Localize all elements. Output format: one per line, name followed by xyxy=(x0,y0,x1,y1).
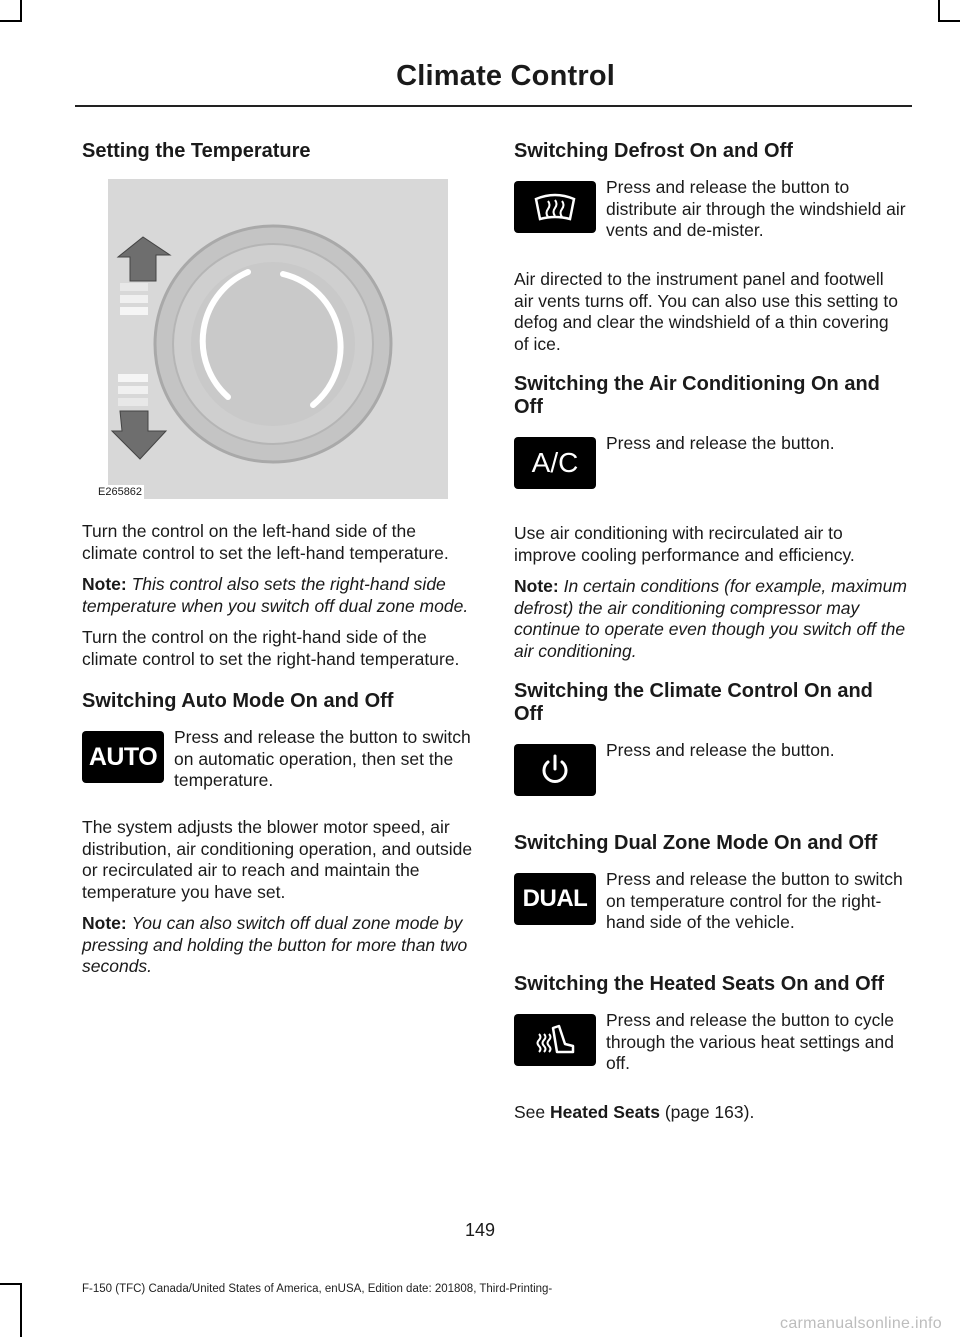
crop-mark xyxy=(20,1283,22,1337)
section-heading-defrost: Switching Defrost On and Off xyxy=(514,140,793,162)
paragraph: The system adjusts the blower motor speed, air distribution, air conditioning operation, and outside or recirculated air to reach and maintain the temperature you have set. xyxy=(82,817,473,902)
defrost-button-description: Press and release the button to distribute air through the windshield air vents and de-mister. xyxy=(606,177,906,240)
crop-mark xyxy=(938,0,940,22)
section-heading-heated-seats: Switching the Heated Seats On and Off xyxy=(514,973,885,995)
crop-mark xyxy=(0,20,22,22)
cross-reference xyxy=(514,1102,907,1124)
note-text: You can also switch off dual zone mode by pressing and holding the button for more than two seconds. xyxy=(82,913,468,976)
defrost-button-row xyxy=(514,177,907,261)
power-button-description: Press and release the button. xyxy=(606,740,835,760)
section-heading-climate-control-power: Switching the Climate Control On and Off xyxy=(514,680,873,725)
windshield-defrost-icon xyxy=(514,181,596,233)
section-heading-air-conditioning: Switching the Air Conditioning On and Off xyxy=(514,373,880,418)
dual-button-icon: DUAL xyxy=(514,873,596,925)
right-column xyxy=(514,140,907,1134)
auto-button-description: Press and release the button to switch on automatic operation, then set the temperature. xyxy=(174,727,471,790)
see-suffix: (page 163). xyxy=(664,1102,755,1122)
see-prefix: See xyxy=(514,1102,546,1122)
header-divider xyxy=(75,105,912,107)
page-title: Climate Control xyxy=(396,60,615,92)
watermark: carmanualsonline.info xyxy=(780,1315,942,1332)
note-text: This control also sets the right-hand side temperature when you switch off dual zone mode. xyxy=(82,574,469,616)
paragraph: Turn the control on the right-hand side of the climate control to set the right-hand temperature. xyxy=(82,627,460,669)
left-column xyxy=(82,140,475,988)
crop-mark xyxy=(938,20,960,22)
auto-button-icon: AUTO xyxy=(82,731,164,783)
temperature-dial-illustration xyxy=(108,179,448,499)
heated-seats-link[interactable]: Heated Seats xyxy=(550,1102,660,1122)
heated-seat-button-row xyxy=(514,1010,907,1094)
note-label: Note: xyxy=(82,574,127,594)
auto-button-row xyxy=(82,727,475,811)
paragraph: Use air conditioning with recirculated air to improve cooling performance and efficiency. xyxy=(514,523,855,565)
power-button-row xyxy=(514,740,907,824)
ac-button-row xyxy=(514,433,907,517)
temperature-dial-figure xyxy=(98,179,448,499)
heated-seat-icon xyxy=(514,1014,596,1066)
page-number: 149 xyxy=(464,1220,496,1240)
heated-seat-button-description: Press and release the button to cycle through the various heat settings and off. xyxy=(606,1010,894,1073)
note-label: Note: xyxy=(82,913,127,933)
section-heading-auto-mode: Switching Auto Mode On and Off xyxy=(82,690,394,712)
ac-button-description: Press and release the button. xyxy=(606,433,835,453)
note xyxy=(82,913,475,978)
crop-mark xyxy=(20,0,22,22)
ac-button-icon: A/C xyxy=(514,437,596,489)
note xyxy=(514,576,907,662)
power-icon xyxy=(514,744,596,796)
section-heading-dual-zone: Switching Dual Zone Mode On and Off xyxy=(514,832,878,854)
dual-button-row xyxy=(514,869,907,953)
paragraph: Turn the control on the left-hand side of the climate control to set the left-hand temperature. xyxy=(82,521,449,563)
paragraph: Air directed to the instrument panel and footwell air vents turns off. You can also use this setting to defog and clear the windshield of a thin covering of ice. xyxy=(514,269,898,354)
note-text: In certain conditions (for example, maximum defrost) the air conditioning compressor may continue to operate even though you switch off the air conditioning. xyxy=(514,576,907,661)
section-heading-setting-temperature: Setting the Temperature xyxy=(82,140,311,162)
note-label: Note: xyxy=(514,576,559,596)
note xyxy=(82,574,475,617)
footer-edition: F-150 (TFC) Canada/United States of America, enUSA, Edition date: 201808, Third-Printing- xyxy=(82,1283,553,1295)
crop-mark xyxy=(0,1283,22,1285)
figure-id: E265862 xyxy=(98,486,143,498)
dual-button-description: Press and release the button to switch on temperature control for the right-hand side of the vehicle. xyxy=(606,869,903,932)
